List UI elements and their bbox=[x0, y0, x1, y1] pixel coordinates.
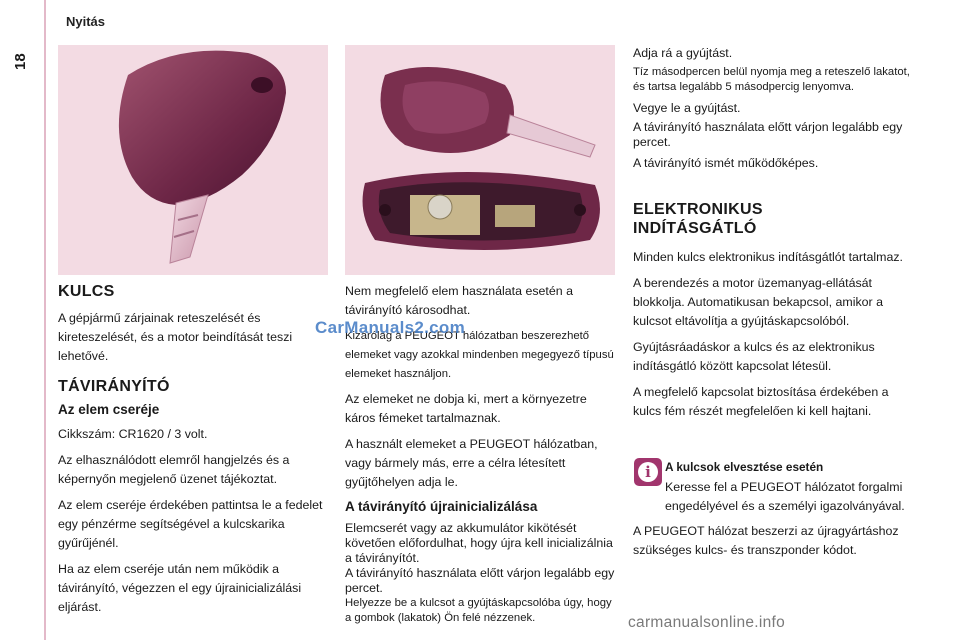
paragraph: Nem megfelelő elem használata esetén a távirányító károsodhat. bbox=[345, 284, 573, 317]
paragraph: A használt elemeket a PEUGEOT hálózatban, vagy bármely más, erre a célra létesített gyűjtőhelyen adja le. bbox=[345, 437, 598, 489]
paragraph: A távirányító használata előtt várjon legalább egy percet. bbox=[633, 120, 903, 149]
info-box bbox=[633, 460, 913, 567]
key-illustration bbox=[58, 45, 328, 275]
open-remote-drawing bbox=[345, 45, 615, 275]
info-heading: A kulcsok elvesztése esetén bbox=[665, 460, 824, 474]
paragraph: Az elhasználódott elemről hangjelzés és a képernyőn megjelenő üzenet tájékoztat. bbox=[58, 453, 290, 486]
paragraph: A távirányító használata előtt várjon legalább egy percet. bbox=[345, 566, 615, 595]
paragraph: A PEUGEOT hálózat beszerzi az újragyártáshoz szükséges kulcs- és transzponder kódot. bbox=[633, 524, 899, 557]
paragraph: Cikkszám: CR1620 / 3 volt. bbox=[58, 427, 208, 441]
elemcsere-heading: Az elem cseréje bbox=[58, 402, 160, 417]
paragraph: Gyújtásráadáskor a kulcs és az elektronikus indításgátló között kapcsolat létesül. bbox=[633, 340, 875, 373]
paragraph: Minden kulcs elektronikus indításgátlót tartalmaz. bbox=[633, 250, 903, 264]
paragraph: Helyezze be a kulcsot a gyújtáskapcsolóba úgy, hogy a gombok (lakatok) Ön felé nézzenek. bbox=[345, 597, 612, 624]
paragraph: Elemcserét vagy az akkumulátor kikötését követően előfordulhat, hogy újra kell inicializálnia a távirányítót. bbox=[345, 521, 613, 565]
kulcs-heading: KULCS bbox=[58, 283, 115, 300]
reinit-heading: A távirányító újrainicializálása bbox=[345, 499, 538, 514]
paragraph: Vegye le a gyújtást. bbox=[633, 101, 741, 115]
paragraph: A megfelelő kapcsolat biztosítása érdekében a kulcs fém részét megfelelően ki kell hajtani. bbox=[633, 385, 889, 418]
info-icon: i bbox=[634, 458, 662, 486]
open-remote-illustration bbox=[345, 45, 615, 275]
watermark-bottom: carmanualsonline.info bbox=[628, 614, 786, 631]
watermark-top: CarManuals2.com bbox=[315, 318, 465, 337]
paragraph: Kizárólag a PEUGEOT hálózatban beszerezhető elemeket vagy azokkal mindenben megegyező típusú elemeket használjon. bbox=[345, 330, 614, 380]
paragraph: Az elemeket ne dobja ki, mert a környezetre káros fémeket tartalmaznak. bbox=[345, 392, 587, 425]
paragraph: Az elem cseréje érdekében pattintsa le a fedelet egy pénzérme segítségével a kulcskarika gyűrűjénél. bbox=[58, 498, 323, 550]
paragraph: Tíz másodpercen belül nyomja meg a reteszelő lakatot, és tartsa legalább 5 másodpercig lenyomva. bbox=[633, 66, 910, 93]
taviranyito-heading: TÁVIRÁNYÍTÓ bbox=[58, 378, 170, 395]
kulcs-paragraph: A gépjármű zárjainak reteszelését és kireteszelését, és a motor beindítását teszi lehetővé. bbox=[58, 311, 293, 363]
paragraph: A berendezés a motor üzemanyag-ellátását blokkolja. Automatikusan bekapcsol, amikor a kulcsot eltávolítja a gyújtáskapcsolóból. bbox=[633, 276, 884, 328]
paragraph: Ha az elem cseréje után nem működik a távirányító, végezzen el egy újrainicializálási eljárást. bbox=[58, 562, 302, 614]
column-right bbox=[633, 44, 911, 428]
paragraph: Keresse fel a PEUGEOT hálózatot forgalmi engedélyével és a személyi igazolványával. bbox=[665, 480, 905, 513]
paragraph: Adja rá a gyújtást. bbox=[633, 46, 733, 60]
page-number: 18 bbox=[12, 53, 29, 70]
left-margin-bar bbox=[44, 0, 46, 640]
paragraph: A távirányító ismét működőképes. bbox=[633, 156, 819, 170]
section-title: Nyitás bbox=[66, 14, 106, 29]
immobilizer-heading: ELEKTRONIKUS INDÍTÁSGÁTLÓ bbox=[633, 201, 763, 237]
key-drawing bbox=[58, 45, 328, 275]
column-left bbox=[58, 282, 328, 624]
